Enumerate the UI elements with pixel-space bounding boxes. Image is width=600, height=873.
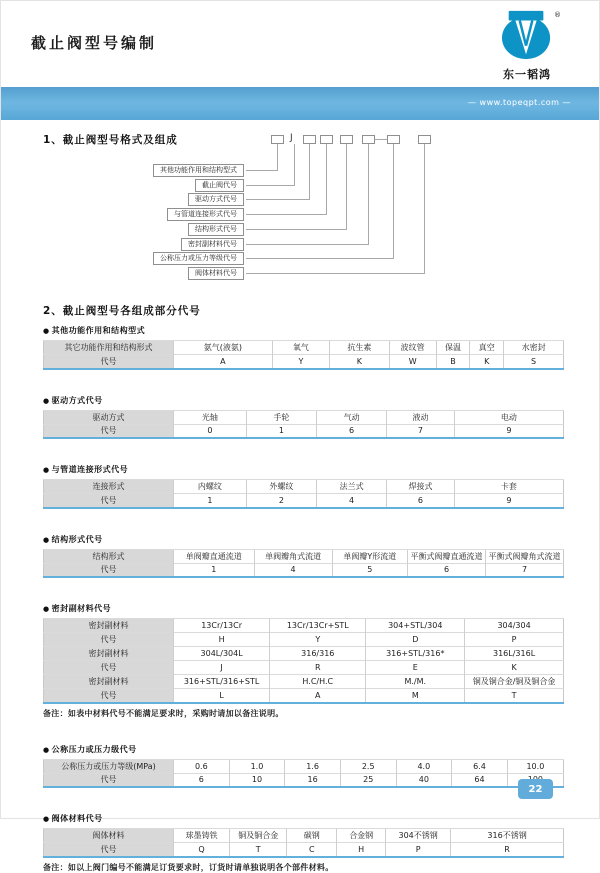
table-cell: P <box>465 633 564 647</box>
table-cell: 10 <box>229 773 285 787</box>
table-row <box>44 689 564 703</box>
table-cell: 1 <box>174 563 255 577</box>
table-header-cell: 驱动方式 <box>44 410 174 424</box>
table-row <box>44 829 564 843</box>
table-section-heading <box>43 744 564 755</box>
table-cell: 气动 <box>316 410 386 424</box>
table-cell: 304L/304L <box>174 647 270 661</box>
table-header-cell: 连接形式 <box>44 480 174 494</box>
table-cell: 64 <box>452 773 508 787</box>
page-number-badge: 22 <box>518 779 553 799</box>
table-cell: D <box>366 633 465 647</box>
table-header-cell: 公称压力或压力等级(MPa) <box>44 759 174 773</box>
table-cell: 氨气(液氨) <box>174 341 273 355</box>
table-header-cell: 代号 <box>44 773 174 787</box>
table-cell: 单阀瓣Y形流道 <box>332 549 407 563</box>
table-row <box>44 563 564 577</box>
table-section-heading <box>43 325 564 336</box>
table-header-cell: 代号 <box>44 661 174 675</box>
table-cell: 10.0 <box>507 759 563 773</box>
table-cell: 9 <box>454 424 563 438</box>
table-cell: 316/316 <box>270 647 366 661</box>
table-cell: 7 <box>387 424 455 438</box>
bullet-icon: ● <box>43 745 50 754</box>
table-row <box>44 773 564 787</box>
table-row <box>44 647 564 661</box>
table-cell: 6.4 <box>452 759 508 773</box>
table-cell: H <box>337 843 386 857</box>
registered-trademark-icon: ® <box>554 11 561 19</box>
table-cell: 焊接式 <box>387 480 455 494</box>
table-header-cell: 代号 <box>44 424 174 438</box>
main-content <box>1 132 599 873</box>
table-cell: J <box>174 661 270 675</box>
table-cell: 平衡式阀瓣直通流道 <box>407 549 485 563</box>
connector-line-horizontal <box>246 229 347 230</box>
connector-line-vertical <box>346 144 347 229</box>
table-cell: Q <box>174 843 230 857</box>
table-cell: 2 <box>246 494 316 508</box>
table-header-cell: 代号 <box>44 689 174 703</box>
table-cell: 铜及铜合金/铜及铜合金 <box>465 675 564 689</box>
model-format-box <box>340 135 353 144</box>
bullet-icon: ● <box>43 466 50 474</box>
table-note: 备注：如以上阀门编号不能满足订货要求时，订货时请单独说明各个部件材料。 <box>43 862 334 872</box>
bullet-icon: ● <box>43 815 50 823</box>
model-format-box <box>320 135 333 144</box>
model-format-box <box>271 135 284 144</box>
table-cell: 4 <box>316 494 386 508</box>
table-section-title: 密封副材料代号 <box>51 604 112 613</box>
table-cell: T <box>230 843 287 857</box>
connector-line-vertical <box>294 144 295 185</box>
table-cell: 9 <box>454 494 563 508</box>
table-header-cell: 代号 <box>44 633 174 647</box>
valve-type-letter: J <box>290 133 293 143</box>
table-cell: 0 <box>174 424 247 438</box>
table-header-cell: 代号 <box>44 563 174 577</box>
code-table <box>43 549 564 579</box>
table-cell: 6 <box>316 424 386 438</box>
table-cell: 13Cr/13Cr <box>174 619 270 633</box>
model-format-box <box>303 135 316 144</box>
code-table <box>43 479 564 509</box>
table-cell: E <box>366 661 465 675</box>
table-cell: 平衡式阀瓣角式流道 <box>485 549 563 563</box>
model-format-box <box>387 135 400 144</box>
table-cell: P <box>386 843 451 857</box>
table-cell: 合金钢 <box>337 829 386 843</box>
table-section-heading <box>43 395 564 406</box>
page-title: 截止阀型号编制 <box>31 34 158 52</box>
table-header-cell: 密封副材料 <box>44 647 174 661</box>
table-section <box>43 325 564 370</box>
code-table <box>43 618 564 704</box>
table-cell: 4 <box>254 563 332 577</box>
table-cell: 4.0 <box>396 759 452 773</box>
table-cell: H.C/H.C <box>270 675 366 689</box>
table-cell: 7 <box>485 563 563 577</box>
section1-heading: 1、截止阀型号格式及组成 <box>43 134 178 146</box>
table-cell: 304+STL/304 <box>366 619 465 633</box>
table-row <box>44 619 564 633</box>
table-header-cell: 代号 <box>44 355 174 369</box>
code-table <box>43 828 564 858</box>
table-header-cell: 其它功能作用和结构形式 <box>44 341 174 355</box>
table-cell: 304不锈钢 <box>386 829 451 843</box>
model-format-box <box>418 135 431 144</box>
format-dash-line <box>375 139 387 140</box>
table-cell: 手轮 <box>246 410 316 424</box>
table-cell: 5 <box>332 563 407 577</box>
table-cell: L <box>174 689 270 703</box>
table-header-cell: 密封副材料 <box>44 619 174 633</box>
table-cell: R <box>451 843 564 857</box>
table-cell: 316不锈钢 <box>451 829 564 843</box>
code-table <box>43 410 564 440</box>
connector-line-vertical <box>277 144 278 170</box>
table-cell: R <box>270 661 366 675</box>
table-cell: 1 <box>174 494 247 508</box>
table-cell: Y <box>272 355 329 369</box>
table-cell: K <box>470 355 504 369</box>
diagram-label: 结构形式代号 <box>188 223 244 236</box>
table-cell: 2.5 <box>340 759 396 773</box>
table-cell: K <box>329 355 389 369</box>
table-cell: 光轴 <box>174 410 247 424</box>
table-row <box>44 341 564 355</box>
table-cell: 球墨铸铁 <box>174 829 230 843</box>
table-header-cell: 阀体材料 <box>44 829 174 843</box>
diagram-label: 公称压力或压力等级代号 <box>153 252 244 265</box>
table-cell: 氧气 <box>272 341 329 355</box>
connector-line-horizontal <box>246 258 394 259</box>
table-cell: B <box>436 355 470 369</box>
connector-line-horizontal <box>246 199 310 200</box>
bullet-icon: ● <box>43 605 50 613</box>
diagram-label: 阀体材料代号 <box>188 267 244 280</box>
page-header <box>1 1 599 87</box>
diagram-label: 与管道连接形式代号 <box>167 208 244 221</box>
table-section <box>43 534 564 579</box>
table-section-heading <box>43 464 564 475</box>
table-cell: A <box>174 355 273 369</box>
table-section-title: 结构形式代号 <box>51 534 103 544</box>
table-cell: 碳钢 <box>287 829 337 843</box>
diagram-label: 密封副材料代号 <box>181 238 244 251</box>
table-header-cell: 密封副材料 <box>44 675 174 689</box>
table-cell: 40 <box>396 773 452 787</box>
valve-logo-icon <box>497 9 557 61</box>
table-cell: 13Cr/13Cr+STL <box>270 619 366 633</box>
table-cell: S <box>504 355 564 369</box>
table-cell: 316+STL/316+STL <box>174 675 270 689</box>
table-note: 备注：如表中材料代号不能满足要求时，采购时请加以备注说明。 <box>43 708 284 718</box>
table-cell: A <box>270 689 366 703</box>
table-cell: 1.6 <box>285 759 341 773</box>
table-cell: 抗生素 <box>329 341 389 355</box>
table-cell: 保温 <box>436 341 470 355</box>
table-cell: 真空 <box>470 341 504 355</box>
table-cell: 外螺纹 <box>246 480 316 494</box>
table-section <box>43 744 564 789</box>
table-cell: 液动 <box>387 410 455 424</box>
code-tables-area <box>43 325 564 873</box>
table-section <box>43 813 564 873</box>
table-cell: 0.6 <box>174 759 230 773</box>
table-row <box>44 759 564 773</box>
table-cell: 波纹管 <box>389 341 436 355</box>
table-cell: T <box>465 689 564 703</box>
table-header-cell: 代号 <box>44 843 174 857</box>
table-section <box>43 464 564 509</box>
table-cell: 单阀瓣直通流道 <box>174 549 255 563</box>
table-row <box>44 355 564 369</box>
table-cell: 1 <box>246 424 316 438</box>
table-section-title: 其他功能作用和结构型式 <box>51 326 146 335</box>
connector-line-vertical <box>326 144 327 214</box>
table-cell: 1.0 <box>229 759 285 773</box>
bullet-icon: ● <box>43 535 50 544</box>
table-cell: 内螺纹 <box>174 480 247 494</box>
brand-name: 东一韬鸿 <box>503 68 551 81</box>
connector-line-horizontal <box>246 244 369 245</box>
table-row <box>44 549 564 563</box>
table-cell: 单阀瓣角式流道 <box>254 549 332 563</box>
model-format-box <box>362 135 375 144</box>
table-cell: M./M. <box>366 675 465 689</box>
blue-banner <box>1 87 599 120</box>
table-cell: 316L/316L <box>465 647 564 661</box>
connector-line-vertical <box>368 144 369 244</box>
table-cell: 304/304 <box>465 619 564 633</box>
table-row <box>44 675 564 689</box>
table-cell: H <box>174 633 270 647</box>
diagram-label: 截止阀代号 <box>195 179 244 192</box>
table-row <box>44 843 564 857</box>
table-cell: C <box>287 843 337 857</box>
code-table <box>43 759 564 789</box>
table-section-title: 阀体材料代号 <box>51 814 103 823</box>
connector-line-vertical <box>424 144 425 273</box>
connector-line-horizontal <box>246 273 425 274</box>
table-cell: 水密封 <box>504 341 564 355</box>
table-row <box>44 424 564 438</box>
bullet-icon: ● <box>43 327 50 335</box>
table-row <box>44 494 564 508</box>
table-row <box>44 480 564 494</box>
table-header-cell: 结构形式 <box>44 549 174 563</box>
table-cell: 法兰式 <box>316 480 386 494</box>
model-format-diagram <box>43 133 564 291</box>
diagram-label: 驱动方式代号 <box>188 193 244 206</box>
table-cell: 卡套 <box>454 480 563 494</box>
diagram-label: 其他功能作用和结构型式 <box>153 164 244 177</box>
table-cell: 铜及铜合金 <box>230 829 287 843</box>
table-section-title: 与管道连接形式代号 <box>51 465 129 474</box>
table-row <box>44 633 564 647</box>
table-header-cell: 代号 <box>44 494 174 508</box>
connector-line-vertical <box>393 144 394 258</box>
connector-line-horizontal <box>246 185 295 186</box>
connector-line-horizontal <box>246 170 278 171</box>
code-table <box>43 340 564 370</box>
table-cell: 6 <box>387 494 455 508</box>
table-section-title: 公称压力或压力级代号 <box>51 744 137 754</box>
table-cell: 25 <box>340 773 396 787</box>
table-section-heading <box>43 534 564 545</box>
table-section <box>43 395 564 440</box>
table-cell: M <box>366 689 465 703</box>
connector-line-vertical <box>309 144 310 199</box>
table-section-title: 驱动方式代号 <box>51 395 103 405</box>
table-cell: K <box>465 661 564 675</box>
table-cell: 电动 <box>454 410 563 424</box>
section2-heading: 2、截止阀型号各组成部分代号 <box>43 305 201 317</box>
table-cell: Y <box>270 633 366 647</box>
table-cell: 316+STL/316* <box>366 647 465 661</box>
table-row <box>44 661 564 675</box>
table-cell: 6 <box>407 563 485 577</box>
connector-line-horizontal <box>246 214 327 215</box>
table-section <box>43 603 564 719</box>
table-cell: 16 <box>285 773 341 787</box>
table-cell: 6 <box>174 773 230 787</box>
company-logo <box>491 9 563 82</box>
table-row <box>44 410 564 424</box>
table-cell: W <box>389 355 436 369</box>
bullet-icon: ● <box>43 396 50 405</box>
table-section-heading <box>43 603 564 614</box>
website-url: — www.topeqpt.com — <box>468 98 571 107</box>
